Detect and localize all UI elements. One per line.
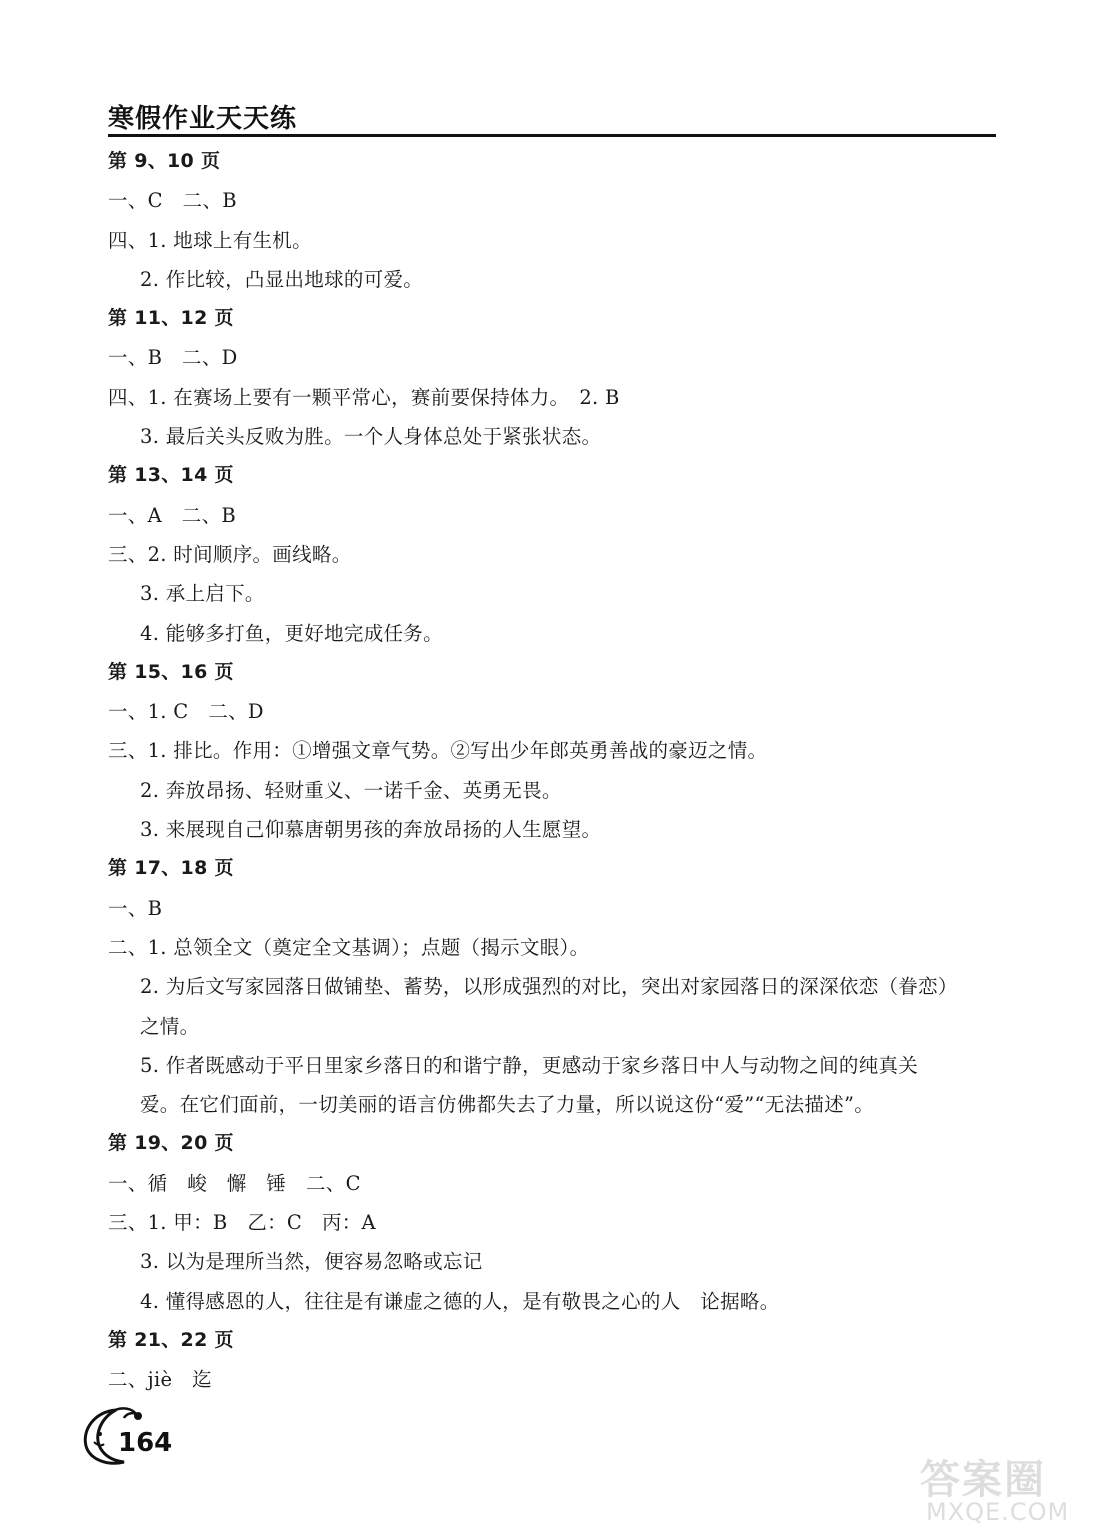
answer-line: 一、循 峻 懈 锤 二、C [108, 1171, 361, 1195]
answer-line: 二、jiè 迄 [108, 1368, 212, 1392]
watermark-text: 答案圈 [920, 1457, 1046, 1503]
answer-line: 四、1. 地球上有生机。 [108, 228, 312, 252]
answer-line: 3. 以为是理所当然，便容易忽略或忘记 [140, 1250, 483, 1274]
answer-line: 二、1. 总领全文（奠定全文基调）；点题（揭示文眼）。 [108, 935, 590, 959]
section-heading: 第 15、16 页 [108, 660, 234, 683]
watermark-url: MXQE.COM [926, 1498, 1070, 1526]
answer-line: 4. 能够多打鱼，更好地完成任务。 [140, 621, 443, 645]
answer-line: 2. 为后文写家园落日做铺垫、蓄势，以形成强烈的对比，突出对家园落日的深深依恋（眷恋） [140, 975, 958, 999]
answer-line: 三、2. 时间顺序。画线略。 [108, 542, 352, 566]
section-heading: 第 9、10 页 [108, 150, 221, 172]
answer-line: 5. 作者既感动于平日里家乡落日的和谐宁静，更感动于家乡落日中人与动物之间的纯真关 [140, 1053, 919, 1077]
section-heading: 第 17、18 页 [108, 857, 234, 880]
page-number: 164 [118, 1428, 173, 1458]
answer-line: 一、A 二、B [108, 503, 237, 527]
answer-line: 一、1. C 二、D [108, 700, 264, 724]
answer-line: 爱。在它们面前，一切美丽的语言仿佛都失去了力量，所以说这份“爱”“无法描述”。 [140, 1093, 875, 1117]
answer-line: 3. 来展现自己仰慕唐朝男孩的奔放昂扬的人生愿望。 [140, 818, 602, 842]
answer-line: 一、B [108, 896, 163, 920]
answer-line: 三、1. 排比。作用：①增强文章气势。②写出少年郎英勇善战的豪迈之情。 [108, 739, 768, 763]
section-heading: 第 19、20 页 [108, 1132, 234, 1155]
answer-line: 3. 承上启下。 [140, 582, 265, 606]
answer-line: 3. 最后关头反败为胜。一个人身体总处于紧张状态。 [140, 425, 602, 449]
section-heading: 第 21、22 页 [108, 1328, 234, 1351]
answer-list [108, 142, 1000, 1400]
answer-line: 2. 作比较，凸显出地球的可爱。 [140, 267, 424, 291]
answer-line: 一、B 二、D [108, 346, 238, 370]
answer-line: 4. 懂得感恩的人，往往是有谦虚之德的人，是有敬畏之心的人 论据略。 [140, 1289, 780, 1313]
answer-line: 之情。 [140, 1014, 200, 1038]
book-title: 寒假作业天天练 [108, 104, 298, 134]
watermark-logo [920, 1448, 1090, 1528]
answer-line: 三、1. 甲：B 乙：C 丙：A [108, 1211, 376, 1235]
answer-line: 一、C 二、B [108, 189, 237, 213]
section-heading: 第 13、14 页 [108, 464, 234, 487]
section-heading: 第 11、12 页 [108, 307, 234, 330]
answer-line: 四、1. 在赛场上要有一颗平常心，赛前要保持体力。 2. B [108, 385, 620, 409]
answer-line: 2. 奔放昂扬、轻财重义、一诺千金、英勇无畏。 [140, 778, 562, 802]
page-header [108, 98, 996, 137]
